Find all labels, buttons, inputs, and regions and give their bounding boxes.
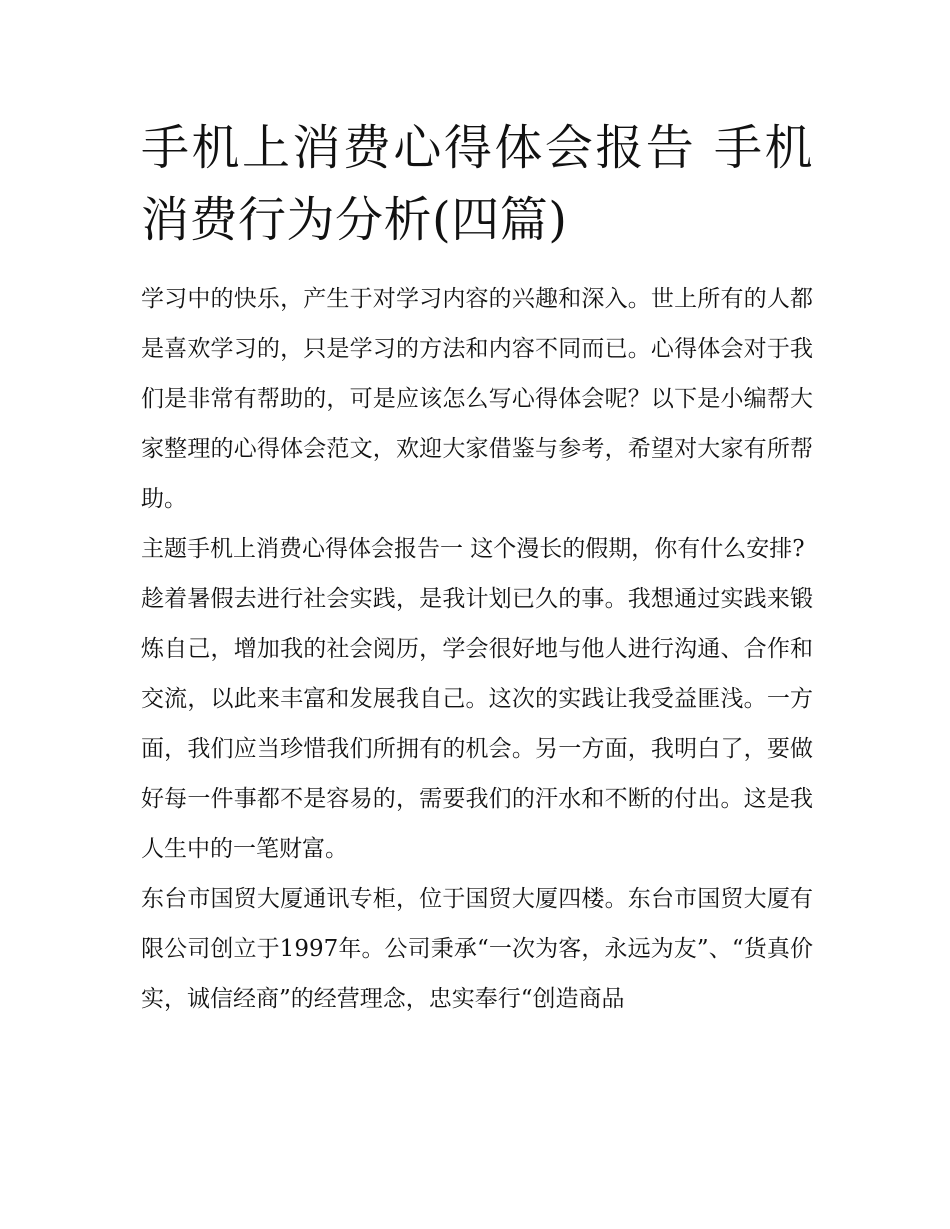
document-title: 手机上消费心得体会报告 手机消费行为分析(四篇)	[141, 120, 813, 248]
paragraph-topic-heading: 主题手机上消费心得体会报告一 这个漫长的假期，你有什么安排?	[141, 536, 805, 562]
paragraph-intro: 学习中的快乐，产生于对学习内容的兴趣和深入。世上所有的人都是喜欢学习的，只是学习的方法和内容不同而已。心得体会对于我们是非常有帮助的，可是应该怎么写心得体会呢？以下是小编帮大家整理的心得体会范文，欢迎大家借鉴与参考，希望对大家有所帮助。	[141, 286, 813, 512]
paragraph-company-intro: 东台市国贸大厦通讯专柜，位于国贸大厦四楼。东台市国贸大厦有限公司创立于1997年。公司秉承“一次为客，永远为友”、“货真价实，诚信经商”的经营理念，忠实奉行“创造商品	[141, 886, 813, 1012]
paragraph-summer-practice: 趁着暑假去进行社会实践，是我计划已久的事。我想通过实践来锻炼自己，增加我的社会阅历，学会很好地与他人进行沟通、合作和交流，以此来丰富和发展我自己。这次的实践让我受益匪浅。一方面，我们应当珍惜我们所拥有的机会。另一方面，我明白了，要做好每一件事都不是容易的，需要我们的汗水和不断的付出。这是我人生中的一笔财富。	[141, 586, 813, 862]
document-page	[141, 112, 813, 1024]
